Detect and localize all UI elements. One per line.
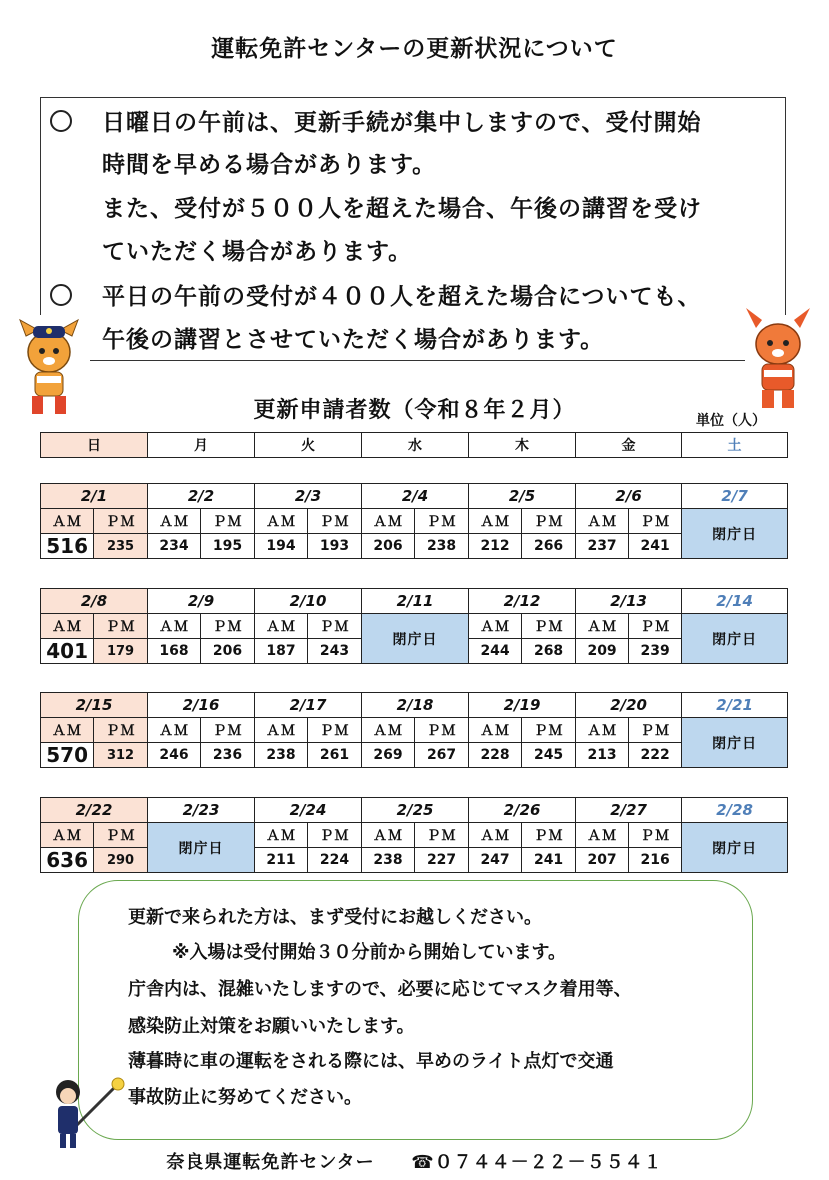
date-cell: 2/21	[682, 693, 788, 718]
date-cell: 2/10	[255, 589, 362, 614]
closed-day-cell: 閉庁日	[682, 718, 788, 768]
pm-count: 222	[629, 743, 682, 768]
am-count: 516	[41, 534, 94, 559]
pm-count: 206	[201, 639, 255, 664]
pm-label: ＰＭ	[629, 614, 682, 639]
am-label: ＡＭ	[255, 718, 308, 743]
closed-day-cell: 閉庁日	[148, 823, 255, 873]
week-table	[40, 692, 788, 768]
closed-day-cell: 閉庁日	[682, 509, 788, 559]
date-cell: 2/24	[255, 798, 362, 823]
weekday-sun: 日	[41, 433, 148, 458]
weekday-sat: 土	[682, 433, 788, 458]
notice-line: ていただく場合があります。	[102, 239, 413, 265]
page-title: 運転免許センターの更新状況について	[211, 36, 618, 62]
am-label: ＡＭ	[255, 614, 308, 639]
pm-count: 261	[308, 743, 362, 768]
pm-count: 195	[201, 534, 255, 559]
notice-line: 日曜日の午前は、更新手続が集中しますので、受付開始	[102, 110, 702, 136]
am-label: ＡＭ	[362, 718, 415, 743]
week-table	[40, 588, 788, 664]
table-title: 更新申請者数（令和８年２月）	[253, 398, 576, 423]
pm-count: 268	[522, 639, 576, 664]
info-line: 庁舎内は、混雑いたしますので、必要に応じてマスク着用等、	[128, 979, 632, 1000]
week-table	[40, 483, 788, 559]
pm-label: ＰＭ	[308, 509, 362, 534]
pm-label: ＰＭ	[94, 614, 148, 639]
pm-label: ＰＭ	[415, 509, 469, 534]
am-count: 211	[255, 848, 308, 873]
pm-label: ＰＭ	[522, 614, 576, 639]
pm-count: 239	[629, 639, 682, 664]
pm-count: 216	[629, 848, 682, 873]
date-cell: 2/27	[576, 798, 682, 823]
date-cell: 2/6	[576, 484, 682, 509]
info-line: ※入場は受付開始３０分前から開始しています。	[172, 942, 567, 963]
weekday-tue: 火	[255, 433, 362, 458]
pm-label: ＰＭ	[629, 718, 682, 743]
am-count: 212	[469, 534, 522, 559]
am-count: 401	[41, 639, 94, 664]
date-cell: 2/20	[576, 693, 682, 718]
am-count: 213	[576, 743, 629, 768]
am-label: ＡＭ	[148, 614, 201, 639]
am-label: ＡＭ	[469, 614, 522, 639]
notice-line: また、受付が５００人を超えた場合、午後の講習を受け	[102, 196, 702, 222]
closed-day-cell: 閉庁日	[682, 823, 788, 873]
am-label: ＡＭ	[576, 823, 629, 848]
am-count: 246	[148, 743, 201, 768]
am-label: ＡＭ	[576, 718, 629, 743]
pm-count: 179	[94, 639, 148, 664]
date-cell: 2/11	[362, 589, 469, 614]
pm-label: ＰＭ	[308, 823, 362, 848]
closed-day-cell: 閉庁日	[682, 614, 788, 664]
pm-label: ＰＭ	[415, 718, 469, 743]
info-line: 薄暮時に車の運転をされる際には、早めのライト点灯で交通	[128, 1051, 614, 1072]
date-cell: 2/23	[148, 798, 255, 823]
week-table	[40, 797, 788, 873]
date-cell: 2/12	[469, 589, 576, 614]
pm-label: ＰＭ	[522, 718, 576, 743]
date-cell: 2/14	[682, 589, 788, 614]
pm-count: 227	[415, 848, 469, 873]
pm-label: ＰＭ	[94, 509, 148, 534]
am-count: 636	[41, 848, 94, 873]
date-cell: 2/3	[255, 484, 362, 509]
am-count: 209	[576, 639, 629, 664]
am-count: 238	[362, 848, 415, 873]
footer-name: 奈良県運転免許センター	[166, 1152, 375, 1173]
date-cell: 2/9	[148, 589, 255, 614]
am-label: ＡＭ	[469, 509, 522, 534]
am-count: 168	[148, 639, 201, 664]
pm-label: ＰＭ	[415, 823, 469, 848]
date-cell: 2/18	[362, 693, 469, 718]
pm-label: ＰＭ	[522, 509, 576, 534]
pm-label: ＰＭ	[629, 823, 682, 848]
pm-count: 266	[522, 534, 576, 559]
pm-count: 243	[308, 639, 362, 664]
am-count: 238	[255, 743, 308, 768]
am-label: ＡＭ	[148, 718, 201, 743]
info-line: 事故防止に努めてください。	[128, 1087, 362, 1108]
am-count: 207	[576, 848, 629, 873]
closed-day-cell: 閉庁日	[362, 614, 469, 664]
am-label: ＡＭ	[41, 823, 94, 848]
am-label: ＡＭ	[362, 509, 415, 534]
date-cell: 2/28	[682, 798, 788, 823]
am-count: 187	[255, 639, 308, 664]
date-cell: 2/4	[362, 484, 469, 509]
date-cell: 2/19	[469, 693, 576, 718]
date-cell: 2/1	[41, 484, 148, 509]
pm-label: ＰＭ	[629, 509, 682, 534]
pm-count: 290	[94, 848, 148, 873]
date-cell: 2/8	[41, 589, 148, 614]
date-cell: 2/26	[469, 798, 576, 823]
weekday-header	[40, 432, 788, 458]
pm-count: 267	[415, 743, 469, 768]
date-cell: 2/7	[682, 484, 788, 509]
notice-line: 平日の午前の受付が４００人を超えた場合についても、	[102, 284, 702, 310]
pm-label: ＰＭ	[94, 718, 148, 743]
info-line: 感染防止対策をお願いいたします。	[128, 1016, 415, 1037]
date-cell: 2/2	[148, 484, 255, 509]
am-count: 237	[576, 534, 629, 559]
am-label: ＡＭ	[255, 823, 308, 848]
am-label: ＡＭ	[576, 614, 629, 639]
am-label: ＡＭ	[255, 509, 308, 534]
am-label: ＡＭ	[41, 718, 94, 743]
pm-label: ＰＭ	[308, 718, 362, 743]
notice-line: 午後の講習とさせていただく場合があります。	[102, 327, 605, 353]
date-cell: 2/22	[41, 798, 148, 823]
weekday-thu: 木	[469, 433, 576, 458]
weekday-mon: 月	[148, 433, 255, 458]
date-cell: 2/25	[362, 798, 469, 823]
officer-girl-icon	[50, 1076, 130, 1150]
weekday-wed: 水	[362, 433, 469, 458]
notice-underline	[90, 360, 745, 361]
am-count: 228	[469, 743, 522, 768]
am-count: 244	[469, 639, 522, 664]
notice-line: 時間を早める場合があります。	[102, 152, 437, 178]
pm-count: 235	[94, 534, 148, 559]
unit-label: 単位（人）	[696, 413, 766, 429]
bullet-circle-icon	[50, 284, 72, 306]
date-cell: 2/15	[41, 693, 148, 718]
bullet-circle-icon	[50, 110, 72, 132]
am-count: 570	[41, 743, 94, 768]
am-label: ＡＭ	[41, 614, 94, 639]
am-label: ＡＭ	[148, 509, 201, 534]
pm-count: 241	[629, 534, 682, 559]
am-count: 269	[362, 743, 415, 768]
date-cell: 2/17	[255, 693, 362, 718]
pm-count: 312	[94, 743, 148, 768]
date-cell: 2/13	[576, 589, 682, 614]
pm-count: 224	[308, 848, 362, 873]
pm-label: ＰＭ	[522, 823, 576, 848]
pm-label: ＰＭ	[308, 614, 362, 639]
am-count: 234	[148, 534, 201, 559]
date-cell: 2/16	[148, 693, 255, 718]
pm-label: ＰＭ	[94, 823, 148, 848]
am-label: ＡＭ	[469, 718, 522, 743]
am-label: ＡＭ	[362, 823, 415, 848]
date-cell: 2/5	[469, 484, 576, 509]
am-count: 194	[255, 534, 308, 559]
pm-count: 245	[522, 743, 576, 768]
footer	[0, 1148, 829, 1174]
pm-label: ＰＭ	[201, 509, 255, 534]
am-count: 247	[469, 848, 522, 873]
pm-label: ＰＭ	[201, 718, 255, 743]
weekday-fri: 金	[576, 433, 682, 458]
pm-count: 241	[522, 848, 576, 873]
pm-count: 236	[201, 743, 255, 768]
am-label: ＡＭ	[41, 509, 94, 534]
pm-count: 238	[415, 534, 469, 559]
am-count: 206	[362, 534, 415, 559]
footer-phone: ☎０７４４－２２－５５４１	[411, 1152, 663, 1173]
am-label: ＡＭ	[576, 509, 629, 534]
pm-count: 193	[308, 534, 362, 559]
info-line: 更新で来られた方は、まず受付にお越しください。	[128, 907, 542, 928]
pm-label: ＰＭ	[201, 614, 255, 639]
am-label: ＡＭ	[469, 823, 522, 848]
